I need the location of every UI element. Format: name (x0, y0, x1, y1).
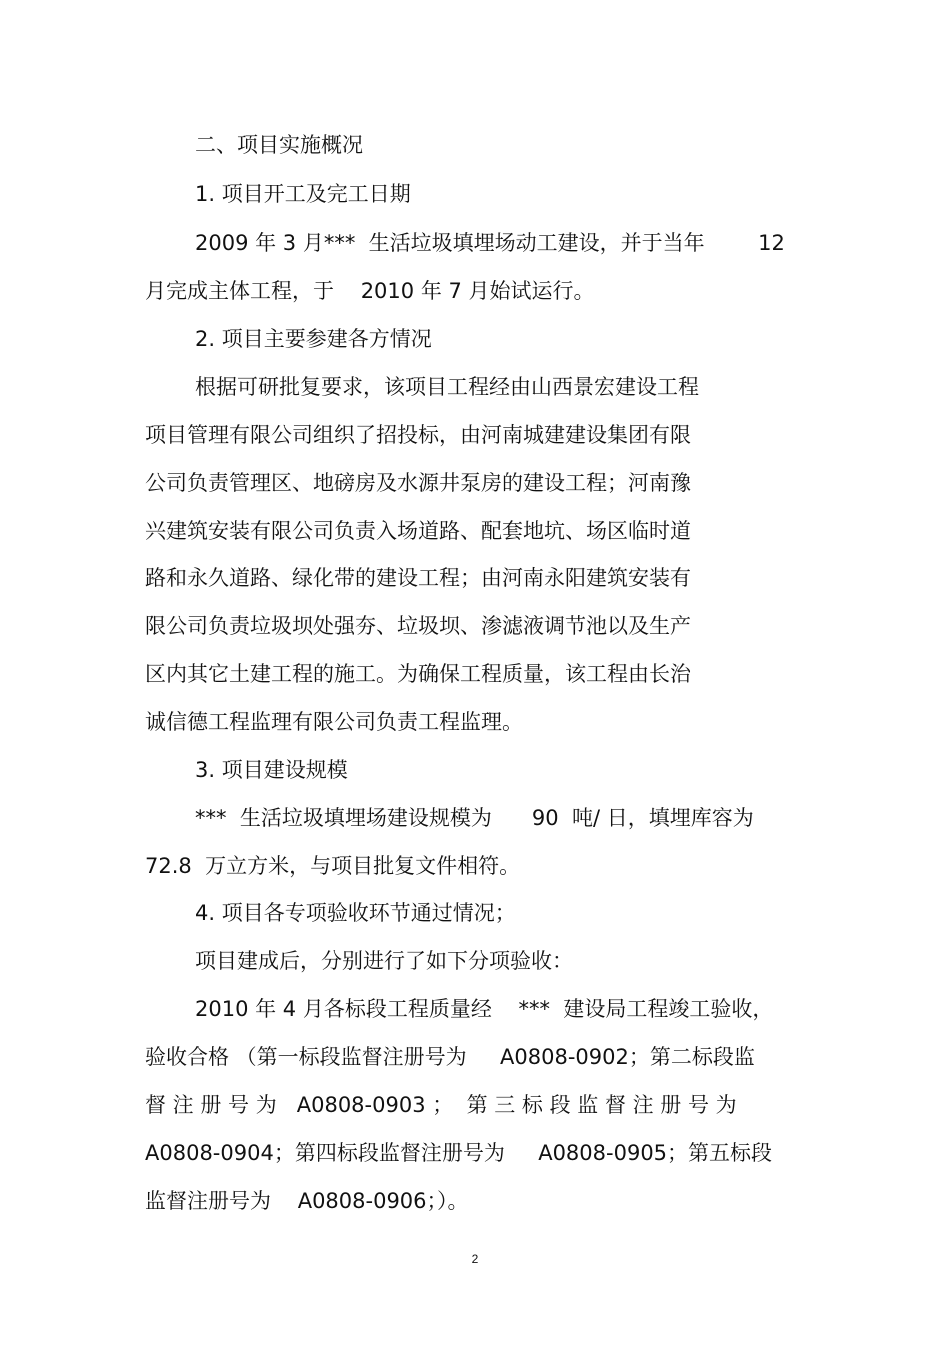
subheading-scale: 3. 项目建设规模 (195, 758, 348, 782)
paragraph-line: A0808-0904；第四标段监督注册号为 A0808-0905；第五标段 (145, 1141, 773, 1165)
paragraph-line: 区内其它土建工程的施工。为确保工程质量，该工程由长治 (145, 662, 691, 686)
paragraph-line: 诚信德工程监理有限公司负责工程监理。 (145, 710, 523, 734)
paragraph-line: 公司负责管理区、地磅房及水源井泵房的建设工程；河南豫 (145, 471, 691, 495)
paragraph-line: 限公司负责垃圾坝处强夯、垃圾坝、渗滤液调节池以及生产 (145, 614, 691, 638)
paragraph-line: 兴建筑安装有限公司负责入场道路、配套地坑、场区临时道 (145, 519, 691, 543)
page-number: 2 (471, 1252, 479, 1266)
paragraph-line: 2010 年 4 月各标段工程质量经 *** 建设局工程竣工验收， (195, 997, 774, 1021)
paragraph-line: 2009 年 3 月*** 生活垃圾填埋场动工建设，并于当年 12 (195, 231, 785, 255)
paragraph-line: 路和永久道路、绿化带的建设工程；由河南永阳建筑安装有 (145, 566, 691, 590)
paragraph-line: *** 生活垃圾填埋场建设规模为 90 吨/ 日，填埋库容为 (195, 806, 754, 830)
subheading-acceptance: 4. 项目各专项验收环节通过情况； (195, 901, 516, 925)
paragraph-line: 根据可研批复要求，该项目工程经由山西景宏建设工程 (195, 375, 699, 399)
paragraph-line: 月完成主体工程，于 2010 年 7 月始试运行。 (145, 279, 595, 303)
paragraph-line: 72.8 万立方米，与项目批复文件相符。 (145, 854, 521, 878)
paragraph-line: 督 注 册 号 为 A0808-0903 ； 第 三 标 段 监 督 注 册 号 为 (145, 1093, 737, 1117)
paragraph-line: 验收合格 （第一标段监督注册号为 A0808-0902；第二标段监 (145, 1045, 755, 1069)
paragraph-line: 监督注册号为 A0808-0906；）。 (145, 1189, 469, 1213)
subheading-parties: 2. 项目主要参建各方情况 (195, 327, 432, 351)
subheading-dates: 1. 项目开工及完工日期 (195, 182, 411, 206)
paragraph-line: 项目建成后，分别进行了如下分项验收： (195, 949, 573, 973)
paragraph-line: 项目管理有限公司组织了招投标，由河南城建建设集团有限 (145, 423, 691, 447)
section-heading: 二、项目实施概况 (195, 133, 363, 157)
